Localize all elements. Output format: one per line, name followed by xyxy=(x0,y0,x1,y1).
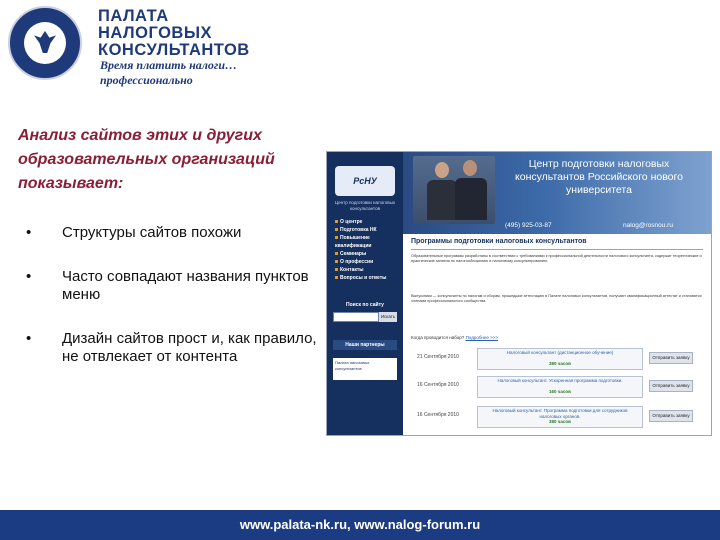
course-date: 16 Сентября 2010 xyxy=(417,382,459,388)
bullet-icon: • xyxy=(26,268,32,285)
bullet-icon: • xyxy=(26,330,32,347)
site-phone: (495) 925-03-87 xyxy=(505,222,552,229)
slogan-line-1: Время платить налоги… xyxy=(100,58,238,72)
site-paragraph: Выпускники — консультанты по налогам и сборам, прошедшие аттестацию в Палате налоговых консультантов, получают квалификационный аттестат и становятся членами профессионального сообщества. xyxy=(411,294,702,303)
photo-person-body xyxy=(455,178,487,220)
bullet-icon: • xyxy=(26,224,32,241)
site-menu-item[interactable]: О центре xyxy=(335,218,401,226)
course-row xyxy=(411,374,703,398)
bullet-item xyxy=(18,224,318,242)
site-title: Центр подготовки налоговых консультантов Российского нового университета xyxy=(515,158,683,196)
photo-person-head xyxy=(435,162,449,178)
site-menu-item[interactable]: Семинары xyxy=(335,250,401,258)
lead-text: Анализ сайтов этих и других образовательных организаций показывает: xyxy=(18,127,275,192)
seal-logo[interactable] xyxy=(8,6,82,80)
bullet-icon xyxy=(335,260,338,263)
partner-logo[interactable]: Палата налоговых консультантов xyxy=(333,358,397,380)
site-partners-label: Наши партнеры xyxy=(333,340,397,350)
site-menu-item[interactable]: Вопросы и ответы xyxy=(335,274,401,282)
brand-line-3: КОНСУЛЬТАНТОВ xyxy=(98,41,250,59)
send-request-button[interactable]: Отправить заявку xyxy=(649,352,693,364)
course-row xyxy=(411,404,703,428)
course-date: 16 Сентября 2010 xyxy=(417,412,459,418)
course-hours: 380 часов xyxy=(549,419,571,424)
site-menu xyxy=(335,218,401,282)
bullet-item xyxy=(18,268,318,304)
course-hours: 380 часов xyxy=(549,361,571,366)
site-menu-item[interactable]: Подготовка НК xyxy=(335,226,401,234)
site-paragraph: Образовательные программы разработаны в соответствии с требованиями к профессиональной деятельности налогового консультанта, содержат теоретические и практические занятия по налогообложению и налоговому консультированию. xyxy=(411,254,702,263)
course-title[interactable]: Налоговый консультант. Ускоренная программа подготовки. xyxy=(497,378,623,383)
site-menu-item[interactable]: Контакты xyxy=(335,266,401,274)
bullet-icon xyxy=(335,220,338,223)
bullet-list xyxy=(18,224,318,366)
bullet-text: Часто совпадают названия пунктов меню xyxy=(62,268,309,303)
slogan xyxy=(100,58,237,88)
photo-person-head xyxy=(463,160,477,176)
brand-name xyxy=(98,8,250,59)
bullet-icon xyxy=(335,228,338,231)
course-hours: 160 часов xyxy=(549,389,571,394)
bullet-icon xyxy=(335,276,338,279)
site-search-label: Поиск по сайту xyxy=(346,302,384,308)
site-email[interactable]: nalog@rosnou.ru xyxy=(623,222,673,229)
course-date: 21 Сентября 2010 xyxy=(417,354,459,360)
site-more-link[interactable]: Подробнее >>> xyxy=(465,335,499,340)
divider xyxy=(411,249,703,250)
site-logo-caption: Центр подготовки налоговых консультантов xyxy=(334,200,396,211)
bullet-icon xyxy=(335,252,338,255)
bullet-icon xyxy=(335,268,338,271)
site-search-input[interactable] xyxy=(333,312,379,322)
site-logo[interactable]: РсНУ xyxy=(335,166,395,196)
site-more-prefix: Когда проводится набор? xyxy=(411,335,465,340)
site-more-line xyxy=(411,335,498,340)
footer-links[interactable]: www.palata-nk.ru, www.nalog-forum.ru xyxy=(239,517,481,532)
send-request-button[interactable]: Отправить заявку xyxy=(649,410,693,422)
site-menu-item[interactable]: Повышение квалификации xyxy=(335,235,372,249)
course-title[interactable]: Налоговый консультант. Программа подготовки для сотрудников налоговых органов. xyxy=(492,408,628,419)
bullet-item xyxy=(18,330,318,366)
bullet-text: Дизайн сайтов прост и, как правило, не отвлекает от контента xyxy=(62,330,317,365)
site-search-button[interactable]: Искать xyxy=(379,312,397,322)
brand-line-2: НАЛОГОВЫХ xyxy=(98,24,212,42)
course-title[interactable]: Налоговый консультант (дистанционное обучение) xyxy=(506,350,614,355)
brand-line-1: ПАЛАТА xyxy=(98,7,169,25)
website-screenshot xyxy=(326,151,712,436)
photo-person-body xyxy=(427,180,457,220)
site-menu-item[interactable]: О профессии xyxy=(335,258,401,266)
slogan-line-2: профессионально xyxy=(100,73,193,87)
bullet-icon xyxy=(335,236,338,239)
bullet-text: Структуры сайтов похожи xyxy=(62,224,242,241)
send-request-button[interactable]: Отправить заявку xyxy=(649,380,693,392)
course-row xyxy=(411,346,703,370)
site-heading: Программы подготовки налоговых консультантов xyxy=(411,238,587,245)
